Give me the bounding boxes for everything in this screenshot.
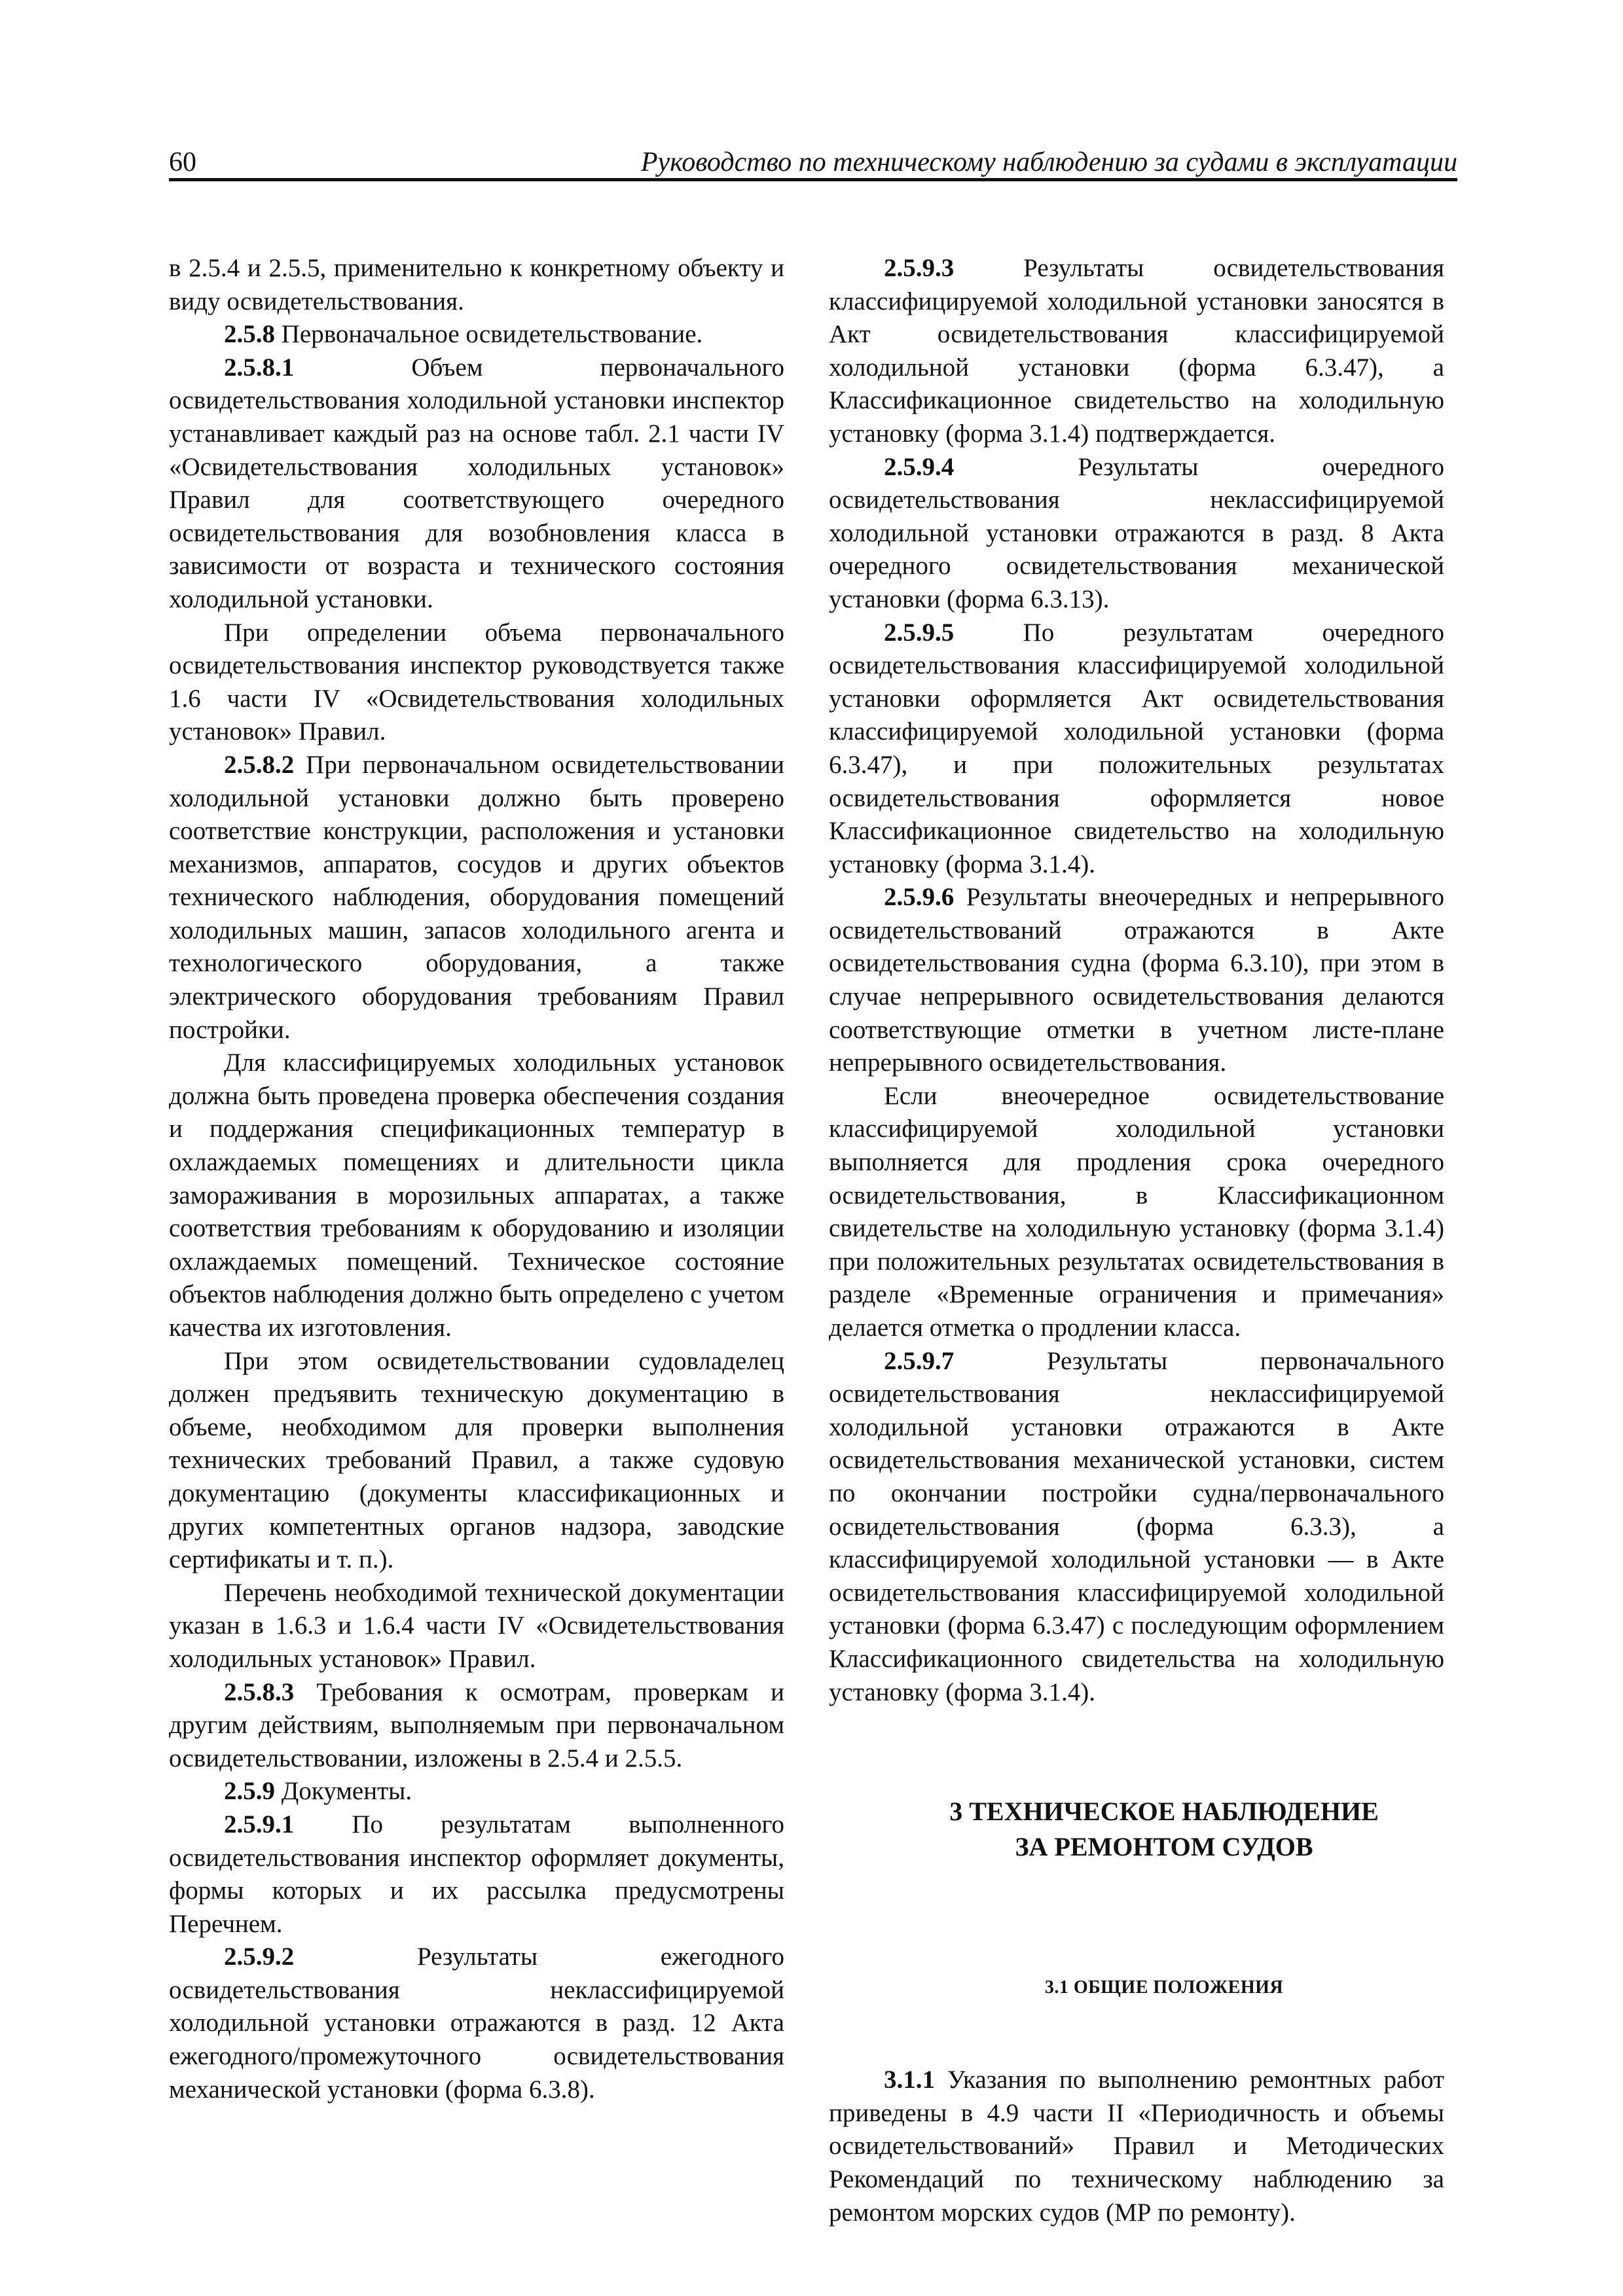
clause-number: 2.5.9.6 [884,883,955,912]
clause-number: 2.5.9.1 [224,1810,295,1839]
clause-2-5-9-2 [169,1941,784,2106]
clause-text: Результаты внеочередных и непрерывного освидетельствований отражаются в Акте освидетельствования судна (форма 6.3.10), при этом в случае непрерывного освидетельствования делаются соответствующие отметки в учетном листе-плане непрерывного освидетельствования. [829,883,1444,1077]
spacer [829,1865,1444,1975]
paragraph: в 2.5.4 и 2.5.5, применительно к конкретному объекту и виду освидетельствования. [169,254,784,315]
paragraph: Перечень необходимой технической документации указан в 1.6.3 и 1.6.4 части IV «Освидетельствования холодильных установок» Правил. [169,1578,784,1673]
left-column [169,252,784,2106]
clause-text: Указания по выполнению ремонтных работ приведены в 4.9 части II «Периодичность и объемы освидетельствований» Правил и Методических Рекомендаций по техническому наблюдению за ремонтом морских судов (МР по ремонту). [829,2066,1444,2227]
clause-text: Результаты освидетельствования классифицируемой холодильной установки заносятся в Акт освидетельствования классифицируемой холодильной установки (форма 6.3.47), а Классификационное свидетельство на холодильную установку (форма 3.1.4) подтверждается. [829,254,1444,448]
clause-text: Результаты первоначального освидетельствования неклассифицируемой холодильной установки отражаются в Акте освидетельствования механической установки, систем по окончании постройки судна/первоначального освидетельствования (форма 6.3.3), а классифицируемой холодильной установки — в Акте освидетельствования классифицируемой холодильной установки (форма 6.3.47) с последующим оформлением Классификационного свидетельства на холодильную установку (форма 3.1.4). [829,1346,1444,1706]
clause-number: 2.5.8.1 [224,353,295,382]
clause-number: 2.5.9.4 [884,452,955,481]
spacer [829,2001,1444,2064]
clause-2-5-8-2 [169,749,784,1047]
clause-number: 2.5.9.5 [884,618,955,647]
paragraph: При определении объема первоначального освидетельствования инспектор руководствуется также 1.6 части IV «Освидетельствования холодильных установок» Правил. [169,618,784,746]
clause-2-5-9 [169,1775,784,1808]
clause-3-1-1 [829,2064,1444,2229]
running-title: Руководство по техническому наблюдению за судами в эксплуатации [640,147,1457,177]
spacer [829,1709,1444,1794]
clause-text: По результатам очередного освидетельствования классифицируемой холодильной установки оформляется Акт освидетельствования классифицируемой холодильной установки (форма 6.3.47), и при положительных результатах освидетельствования оформляется новое Классификационное свидетельство на холодильную установку (форма 3.1.4). [829,618,1444,878]
clause-text: При первоначальном освидетельствовании холодильной установки должно быть проверено соответствие конструкции, расположения и установки механизмов, аппаратов, сосудов и других объектов технического наблюдения, оборудования помещений холодильных машин, запасов холодильного агента и технологического оборудования, а также электрического оборудования требованиям Правил постройки. [169,750,784,1044]
clause-2-5-8-1 [169,351,784,617]
clause-number: 2.5.9.7 [884,1346,955,1375]
clause-2-5-8 [169,318,784,351]
clause-text: Требования к осмотрам, проверкам и другим действиям, выполняемым при первоначальном освидетельствовании, изложены в 2.5.4 и 2.5.5. [169,1677,784,1772]
clause-2-5-9-1 [169,1808,784,1941]
clause-text: Первоначальное освидетельствование. [275,320,703,349]
clause-number: 2.5.9 [224,1777,275,1806]
clause-2-5-9-7 [829,1345,1444,1710]
clause-number: 2.5.9.2 [224,1943,295,1971]
paragraph: Для классифицируемых холодильных установок должна быть проведена проверка обеспечения создания и поддержания спецификационных температур в охлаждаемых помещениях и длительности цикла замораживания в морозильных аппаратах, а также соответствия требованиям к оборудованию и изоляции охлаждаемых помещений. Техническое состояние объектов наблюдения должно быть определено с учетом качества их изготовления. [169,1049,784,1342]
section-title-line-2: ЗА РЕМОНТОМ СУДОВ [1015,1832,1313,1862]
subsection-title: 3.1 ОБЩИЕ ПОЛОЖЕНИЯ [1044,1977,1284,1998]
clause-number: 3.1.1 [884,2066,935,2094]
header-rule [169,178,1457,181]
clause-number: 2.5.8 [224,320,275,349]
paragraph: Если внеочередное освидетельствование классифицируемой холодильной установки выполняется для продления срока очередного освидетельствования, в Классификационном свидетельстве на холодильную установку (форма 3.1.4) при положительных результатах освидетельствования в разделе «Временные ограничения и примечания» делается отметка о продлении класса. [829,1081,1444,1342]
clause-number: 2.5.8.3 [224,1677,295,1706]
paragraph: При этом освидетельствовании судовладелец должен предъявить техническую документацию в объеме, необходимом для проверки выполнения технических требований Правил, а также судовую документацию (документы классификационных и других компетентных органов надзора, заводские сертификаты и т. п.). [169,1346,784,1574]
clause-text: Результаты ежегодного освидетельствования неклассифицируемой холодильной установки отражаются в разд. 12 Акта ежегодного/промежуточного освидетельствования механической установки (форма 6.3.8). [169,1943,784,2104]
right-column [829,252,1444,2229]
clause-text: Результаты очередного освидетельствования неклассифицируемой холодильной установки отражаются в разд. 8 Акта очередного освидетельствования механической установки (форма 6.3.13). [829,452,1444,613]
clause-2-5-8-3 [169,1676,784,1776]
section-title-line-1: 3 ТЕХНИЧЕСКОЕ НАБЛЮДЕНИЕ [949,1797,1379,1827]
clause-number: 2.5.9.3 [884,254,955,282]
clause-text: Объем первоначального освидетельствования холодильной установки инспектор устанавливает каждый раз на основе табл. 2.1 части IV «Освидетельствования холодильных установок» Правил для соответствующего очередного освидетельствования для возобновления класса в зависимости от возраста и технического состояния холодильной установки. [169,353,784,613]
clause-text: Документы. [275,1777,412,1806]
clause-number: 2.5.8.2 [224,750,295,779]
clause-2-5-9-5 [829,617,1444,882]
page-number: 60 [169,147,196,177]
clause-2-5-9-4 [829,451,1444,617]
page-header [169,145,1457,179]
clause-2-5-9-3 [829,252,1444,451]
clause-text: По результатам выполненного освидетельствования инспектор оформляет документы, формы которых и их рассылка предусмотрены Перечнем. [169,1810,784,1938]
clause-2-5-9-6 [829,881,1444,1080]
